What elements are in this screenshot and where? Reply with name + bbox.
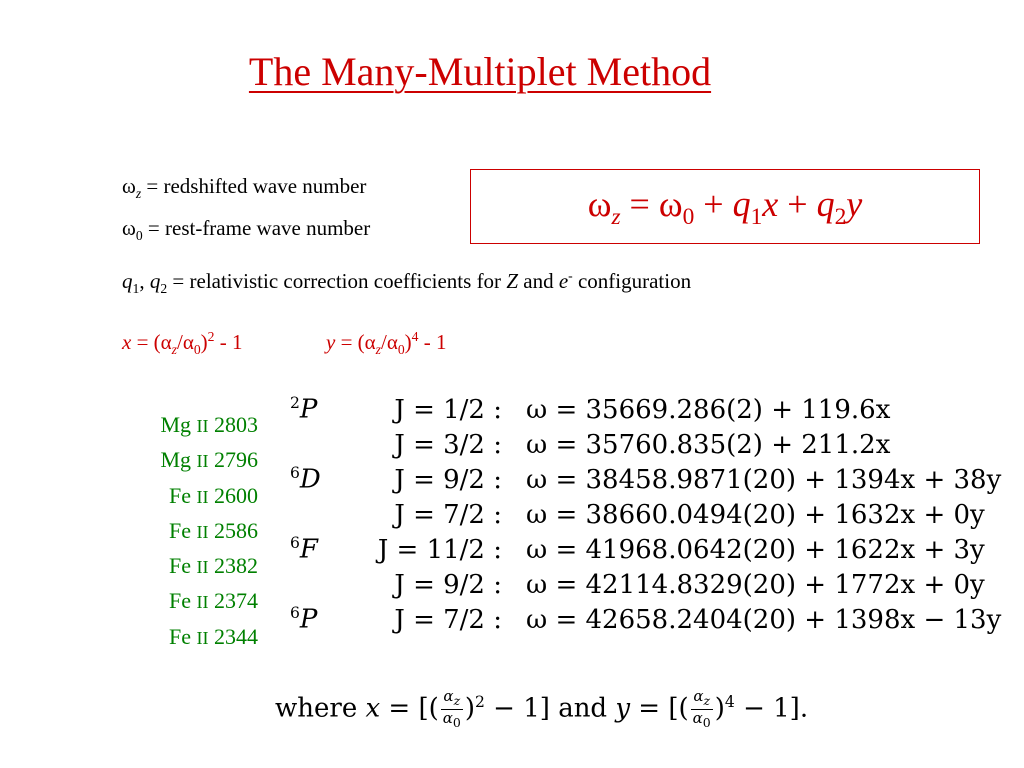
where-eq1: = [( [380, 693, 439, 724]
eq-y: y [846, 184, 863, 224]
x-definition [122, 329, 242, 358]
omega-0-definition [122, 216, 370, 244]
line-ion: II [196, 521, 209, 542]
list-item [100, 549, 258, 584]
frac-den-sub: 0 [452, 715, 461, 730]
where-x: x [365, 693, 381, 724]
eq-q1: q [732, 184, 751, 224]
omega-expression: ω = 35669.286(2) + 119.6x [526, 394, 891, 425]
line-element: Fe [169, 588, 191, 614]
eq-omega-sub: z [611, 204, 621, 231]
y-text3: ) [404, 330, 412, 354]
q-definition [122, 268, 691, 297]
frac-num-sub: z [703, 693, 711, 708]
term-multiplicity: 6 [290, 534, 300, 553]
transitions-table [290, 392, 1001, 637]
j-value: J = 11/2 : [377, 534, 502, 565]
line-wavelength: 2374 [214, 588, 258, 614]
table-row [290, 532, 1001, 567]
list-item [100, 443, 258, 478]
omega-expression: ω = 42658.2404(20) + 1398x − 13y [526, 604, 1002, 635]
line-ion: II [196, 416, 209, 436]
where-eq2: = [( [630, 693, 689, 724]
list-item [100, 584, 258, 619]
line-element: Mg [160, 412, 191, 437]
table-row [290, 497, 1001, 532]
eq-x: x [762, 184, 779, 224]
table-row [290, 462, 1001, 497]
q1-symbol: q [122, 269, 133, 293]
line-ion: II [196, 451, 209, 472]
line-wavelength: 2600 [214, 482, 258, 508]
term-symbol [290, 392, 352, 427]
where-sup1: 2 [475, 692, 485, 711]
table-row [290, 392, 1001, 427]
j-value: J = 9/2 : [394, 569, 502, 600]
table-row [290, 427, 1001, 462]
x-sub1: z [171, 342, 177, 358]
main-equation-box [470, 169, 980, 244]
line-element: Fe [169, 553, 191, 579]
y-text1: = (α [335, 330, 376, 354]
x-text3: ) [200, 330, 208, 354]
where-y: y [615, 693, 631, 724]
z-symbol: Z [506, 269, 518, 293]
where-paren2: ) [714, 693, 725, 724]
line-ion: II [196, 592, 209, 613]
omega-z-text: = redshifted wave number [141, 174, 367, 198]
list-item [100, 479, 258, 514]
list-item [100, 514, 258, 549]
x-text1: = (α [131, 330, 172, 354]
line-wavelength: 2796 [214, 447, 258, 473]
frac-den-sub: 0 [702, 715, 711, 730]
y-var: y [326, 330, 336, 354]
where-sup2: 4 [724, 692, 735, 711]
spectral-lines-list [100, 408, 258, 655]
eq-q1-sub: 1 [750, 204, 763, 231]
e-symbol: e [558, 269, 569, 293]
omega-z-subscript: z [135, 186, 142, 202]
x-sup: 2 [207, 329, 215, 344]
list-item [100, 408, 258, 443]
where-clause [275, 688, 808, 731]
x-var: x [122, 330, 132, 354]
line-wavelength: 2344 [214, 623, 258, 649]
where-tail1: − 1] [484, 693, 559, 724]
frac-den: α [442, 709, 453, 727]
omega-symbol: ω [122, 216, 136, 240]
eq-q2: q [816, 184, 835, 224]
where-tail2: − 1]. [734, 693, 809, 724]
eq-omega0: ω [658, 184, 683, 224]
line-element: Fe [169, 517, 191, 543]
omega-z-definition [122, 174, 366, 202]
eq-plus: + [778, 184, 817, 224]
list-item [100, 620, 258, 655]
term-symbol [290, 602, 352, 637]
y-sub2: 0 [397, 342, 405, 358]
where-text: where [275, 693, 366, 724]
omega-expression: ω = 38458.9871(20) + 1394x + 38y [526, 464, 1002, 495]
q-text: = relativistic correction coefficients for [167, 269, 507, 293]
x-text2: /α [176, 330, 194, 354]
frac-den: α [692, 709, 703, 727]
term-multiplicity: 2 [290, 394, 300, 413]
fraction-alpha-2 [691, 688, 713, 731]
j-value: J = 9/2 : [394, 464, 502, 495]
j-value: J = 3/2 : [394, 429, 502, 460]
eq-omega: ω [587, 184, 612, 224]
x-sub2: 0 [193, 342, 201, 358]
term-letter: P [299, 604, 318, 635]
line-wavelength: 2382 [214, 553, 258, 579]
y-text4: - 1 [418, 330, 447, 354]
term-symbol [290, 462, 352, 497]
frac-num-sub: z [453, 693, 461, 708]
line-ion: II [196, 557, 209, 578]
y-definition [326, 329, 446, 358]
q2-symbol: q [149, 269, 161, 293]
fraction-alpha-1 [441, 688, 463, 731]
eq-q2-sub: 2 [834, 204, 847, 231]
q2-subscript: 2 [160, 281, 168, 297]
term-letter: P [299, 394, 318, 425]
omega-expression: ω = 35760.835(2) + 211.2x [526, 429, 891, 460]
j-value: J = 7/2 : [394, 604, 502, 635]
where-paren1: ) [464, 693, 475, 724]
line-wavelength: 2586 [214, 517, 258, 543]
j-value: J = 1/2 : [394, 394, 502, 425]
page-title: The Many-Multiplet Method [248, 49, 712, 94]
omega-0-subscript: 0 [135, 228, 143, 244]
eq-plus: + [694, 184, 733, 224]
omega-expression: ω = 38660.0494(20) + 1632x + 0y [526, 499, 985, 530]
omega-expression: ω = 42114.8329(20) + 1772x + 0y [526, 569, 985, 600]
line-wavelength: 2803 [214, 412, 258, 437]
x-text4: - 1 [214, 330, 243, 354]
term-letter: D [299, 464, 321, 495]
y-text2: /α [380, 330, 398, 354]
term-multiplicity: 6 [290, 464, 300, 483]
omega-expression: ω = 41968.0642(20) + 1622x + 3y [526, 534, 985, 565]
term-multiplicity: 6 [290, 604, 300, 623]
line-ion: II [196, 627, 209, 648]
q-tail-text: configuration [572, 269, 692, 293]
omega-0-text: = rest-frame wave number [142, 216, 371, 240]
omega-symbol: ω [122, 174, 136, 198]
frac-num: α [693, 687, 704, 705]
term-symbol [290, 497, 352, 532]
and-text: and [518, 269, 559, 293]
e-superscript: - [568, 268, 573, 283]
table-row [290, 602, 1001, 637]
j-value: J = 7/2 : [394, 499, 502, 530]
term-symbol [290, 567, 352, 602]
eq-equals: = [620, 184, 659, 224]
frac-num: α [443, 687, 454, 705]
line-element: Mg [160, 447, 191, 473]
eq-omega0-sub: 0 [682, 204, 695, 231]
term-symbol [290, 427, 352, 462]
y-sup: 4 [411, 329, 419, 344]
where-and: and [558, 693, 616, 724]
q1-subscript: 1 [132, 281, 140, 297]
line-element: Fe [169, 623, 191, 649]
line-ion: II [196, 486, 209, 507]
table-row [290, 567, 1001, 602]
y-sub1: z [375, 342, 381, 358]
term-letter: F [299, 534, 318, 565]
term-symbol [290, 532, 352, 567]
q-separator: , [139, 269, 150, 293]
line-element: Fe [169, 482, 191, 508]
